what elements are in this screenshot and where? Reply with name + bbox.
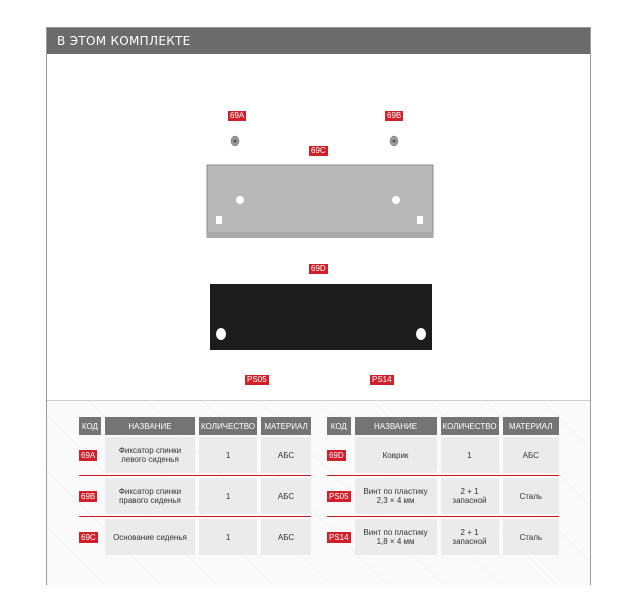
col-qty: КОЛИЧЕСТВО [199,417,257,435]
part-code-badge: 69C [81,532,96,542]
part-name: левого сиденья [121,455,179,464]
table-row [327,478,559,514]
section-title: В ЭТОМ КОМПЛЕКТЕ [47,28,590,54]
col-name: НАЗВАНИЕ [105,417,195,435]
part-tag-ps05: PS05 [247,375,267,384]
part-qty: 1 [199,519,257,555]
part-name: Фиксатор спинки [118,487,182,496]
parts-table-left [75,415,315,557]
parts-table-right [323,415,563,557]
part-name: 1,8 × 4 мм [376,537,415,546]
part-qty-note: запасной [452,496,487,505]
part-tag-69b: 69B [387,111,402,120]
part-qty: 2 + 1 [460,528,479,537]
col-material: МАТЕРИАЛ [503,417,559,435]
part-name: Основание сиденья [113,532,187,542]
part-material: АБС [261,437,311,473]
col-qty: КОЛИЧЕСТВО [441,417,499,435]
part-material: Сталь [503,519,559,555]
part-material: Сталь [503,478,559,514]
part-name: 2,3 × 4 мм [376,496,415,505]
part-qty: 1 [199,478,257,514]
table-row [79,519,311,555]
part-qty-note: запасной [452,537,487,546]
parts-illustration [47,54,590,427]
kit-contents-panel [46,27,591,585]
table-row [327,437,559,473]
part-qty: 1 [467,450,472,460]
part-name: Фиксатор спинки [118,446,182,455]
table-row [79,437,311,473]
part-tag-69a: 69A [230,111,245,120]
part-tag-ps14: PS14 [372,375,392,384]
part-material: АБС [503,437,559,473]
part-code-badge: 69D [329,450,344,460]
part-tag-69c: 69C [311,146,326,155]
col-code: КОД [327,417,351,435]
part-69a-image [230,132,240,144]
part-69d-image [209,283,433,353]
part-material: АБС [261,478,311,514]
part-69b-image [389,132,399,144]
col-code: КОД [79,417,101,435]
col-material: МАТЕРИАЛ [261,417,311,435]
part-code-badge: 69B [81,491,96,501]
table-row [327,519,559,555]
part-code-badge: PS14 [329,532,349,542]
part-code-badge: PS05 [329,491,349,501]
part-69c-image [206,164,434,240]
part-qty: 2 + 1 [460,487,479,496]
table-row [79,478,311,514]
col-name: НАЗВАНИЕ [355,417,437,435]
part-name: Винт по пластику [363,487,428,496]
part-code-badge: 69A [81,450,96,460]
part-tag-69d: 69D [311,264,326,273]
part-name: Винт по пластику [363,528,428,537]
part-qty: 1 [199,437,257,473]
part-name: Коврик [382,450,409,460]
part-material: АБС [261,519,311,555]
parts-table-area [47,400,590,585]
part-name: правого сиденья [119,496,181,505]
